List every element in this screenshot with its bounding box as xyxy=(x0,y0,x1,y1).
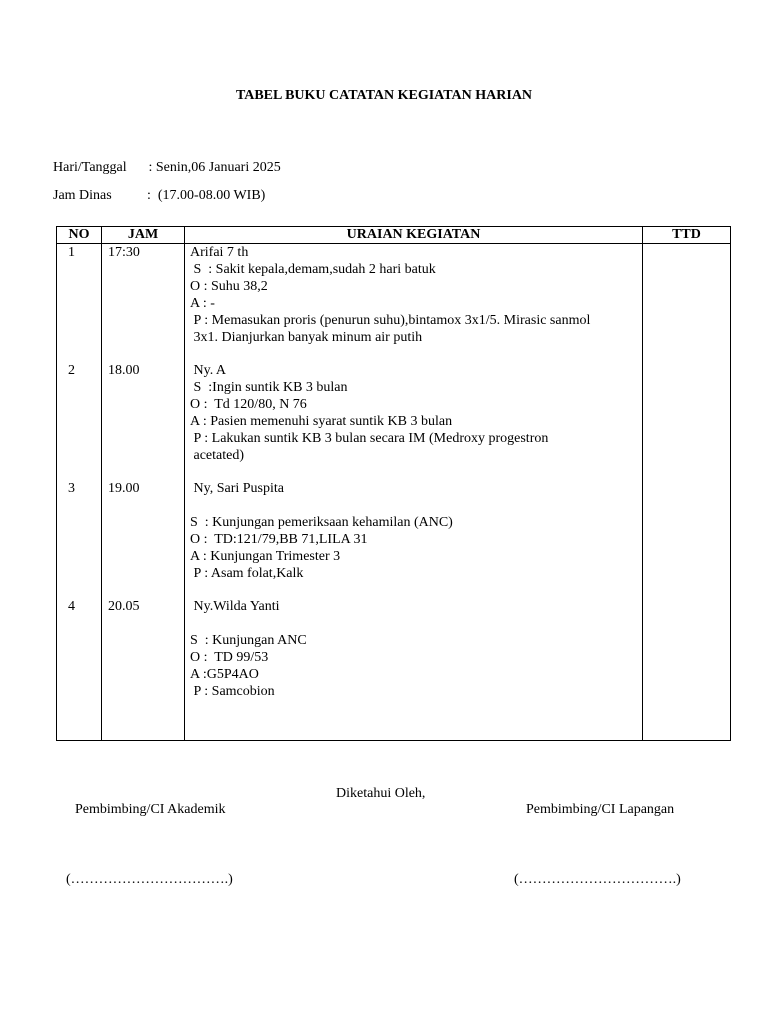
header-jam: JAM xyxy=(102,227,185,244)
table-header-row xyxy=(57,227,731,244)
info-date-value: : Senin,06 Januari 2025 xyxy=(145,160,281,175)
left-signer-role: Pembimbing/CI Akademik xyxy=(75,802,226,817)
row-1-plan: P : Memasukan proris (penurun suhu),bintamox 3x1/5. Mirasic sanmol xyxy=(190,313,591,328)
row-4-objective: O : TD 99/53 xyxy=(190,650,269,665)
row-2-subjective: S :Ingin suntik KB 3 bulan xyxy=(190,380,348,395)
row-2-plan-cont: acetated) xyxy=(190,448,245,463)
row-1-uraian xyxy=(190,244,642,362)
jam-column xyxy=(102,244,185,741)
uraian-column xyxy=(185,244,643,741)
row-1-assessment: A : - xyxy=(190,296,215,311)
row-4-plan: P : Samcobion xyxy=(190,684,275,699)
row-2-patient: Ny. A xyxy=(190,363,227,378)
right-signature-line: (…………………………….) xyxy=(514,872,681,887)
known-by-label: Diketahui Oleh, xyxy=(336,786,426,801)
row-1-subjective: S : Sakit kepala,demam,sudah 2 hari batuk xyxy=(190,262,436,277)
row-2-no: 2 xyxy=(68,363,75,378)
table-body-row xyxy=(57,244,731,741)
row-3-assessment: A : Kunjungan Trimester 3 xyxy=(190,549,341,564)
header-no: NO xyxy=(57,227,102,244)
row-2-plan: P : Lakukan suntik KB 3 bulan secara IM (Medroxy progestron xyxy=(190,431,549,446)
no-column xyxy=(57,244,102,741)
row-1-plan-cont: 3x1. Dianjurkan banyak minum air putih xyxy=(190,330,423,345)
right-signer-role: Pembimbing/CI Lapangan xyxy=(526,802,675,817)
info-date-label: Hari/Tanggal xyxy=(53,160,127,175)
info-shift-value: : (17.00-08.00 WIB) xyxy=(147,188,266,203)
ttd-column xyxy=(643,244,731,741)
row-2-objective: O : Td 120/80, N 76 xyxy=(190,397,307,412)
row-4-assessment: A :G5P4AO xyxy=(190,667,259,682)
row-2-jam: 18.00 xyxy=(108,363,140,378)
row-1-objective: O : Suhu 38,2 xyxy=(190,279,268,294)
row-4-no: 4 xyxy=(68,599,75,614)
row-3-plan: P : Asam folat,Kalk xyxy=(190,566,304,581)
row-3-patient: Ny, Sari Puspita xyxy=(190,481,284,496)
activity-table xyxy=(56,226,731,741)
info-shift xyxy=(46,172,265,204)
row-4-jam: 20.05 xyxy=(108,599,140,614)
row-4-subjective: S : Kunjungan ANC xyxy=(190,633,307,648)
row-4-uraian xyxy=(190,598,642,740)
row-4-patient: Ny.Wilda Yanti xyxy=(190,599,280,614)
left-signature-line: (…………………………….) xyxy=(66,872,233,887)
document-title: TABEL BUKU CATATAN KEGIATAN HARIAN xyxy=(235,88,533,103)
header-ttd: TTD xyxy=(643,227,731,244)
row-1-patient: Arifai 7 th xyxy=(190,245,249,260)
info-shift-label: Jam Dinas xyxy=(53,188,112,203)
row-3-subjective: S : Kunjungan pemeriksaan kehamilan (ANC) xyxy=(190,515,453,530)
row-1-jam: 17:30 xyxy=(108,245,140,260)
header-uraian: URAIAN KEGIATAN xyxy=(185,227,643,244)
row-2-assessment: A : Pasien memenuhi syarat suntik KB 3 bulan xyxy=(190,414,453,429)
row-1-no: 1 xyxy=(68,245,75,260)
row-2-uraian xyxy=(190,362,642,480)
row-3-jam: 19.00 xyxy=(108,481,140,496)
row-3-objective: O : TD:121/79,BB 71,LILA 31 xyxy=(190,532,368,547)
row-3-no: 3 xyxy=(68,481,75,496)
row-3-uraian xyxy=(190,480,642,598)
